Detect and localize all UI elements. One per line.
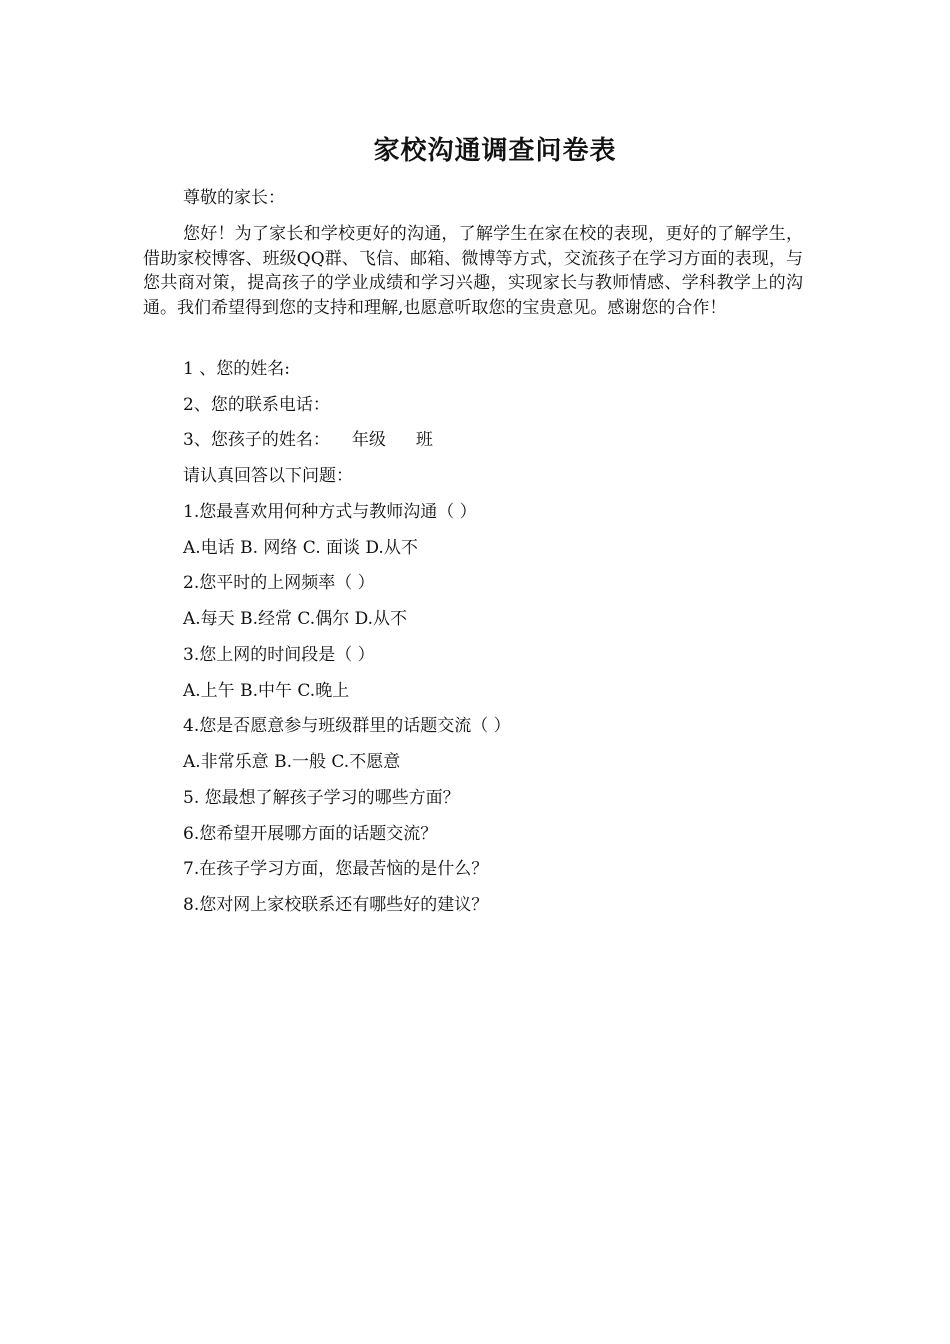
question-4-options: A.非常乐意 B.一般 C.不愿意 [183, 752, 401, 772]
question-2-options: A.每天 B.经常 C.偶尔 D.从不 [183, 609, 408, 629]
question-1: 1.您最喜欢用何种方式与教师沟通（ ） [183, 502, 477, 522]
document-title: 家校沟通调查问卷表 [373, 136, 617, 166]
question-8: 8.您对网上家校联系还有哪些好的建议？ [183, 895, 489, 915]
question-3: 3.您上网的时间段是（ ） [183, 645, 375, 665]
field-name: 1 、您的姓名: [183, 359, 290, 379]
question-4: 4.您是否愿意参与班级群里的话题交流（ ） [183, 716, 511, 736]
field-class: 班 [415, 430, 433, 450]
question-3-options: A.上午 B.中午 C.晚上 [183, 681, 350, 701]
question-7: 7.在孩子学习方面，您最苦恼的是什么？ [183, 859, 489, 879]
field-grade: 年级 [351, 430, 386, 450]
salutation: 尊敬的家长： [183, 188, 285, 208]
question-1-options: A.电话 B. 网络 C. 面谈 D.从不 [183, 538, 418, 558]
field-phone: 2、您的联系电话： [183, 395, 330, 415]
intro-paragraph: 您好！为了家长和学校更好的沟通，了解学生在家在校的表现，更好的了解学生，借助家校博客、班级QQ群、飞信、邮箱、微博等方式，交流孩子在学习方面的表现，与您共商对策，提高孩子的学业成绩和学习兴趣，实现家长与教师情感、学科教学上的沟通。我们希望得到您的支持和理解,也愿意听取您的宝贵意见。感谢您的合作！ [143, 224, 803, 318]
field-child-info [183, 428, 433, 452]
question-6: 6.您希望开展哪方面的话题交流？ [183, 824, 438, 844]
instruction: 请认真回答以下问题： [183, 466, 353, 486]
field-child-name: 3、您孩子的姓名： [183, 430, 330, 450]
question-5: 5. 您最想了解孩子学习的哪些方面？ [183, 788, 460, 808]
question-2: 2.您平时的上网频率（ ） [183, 573, 375, 593]
